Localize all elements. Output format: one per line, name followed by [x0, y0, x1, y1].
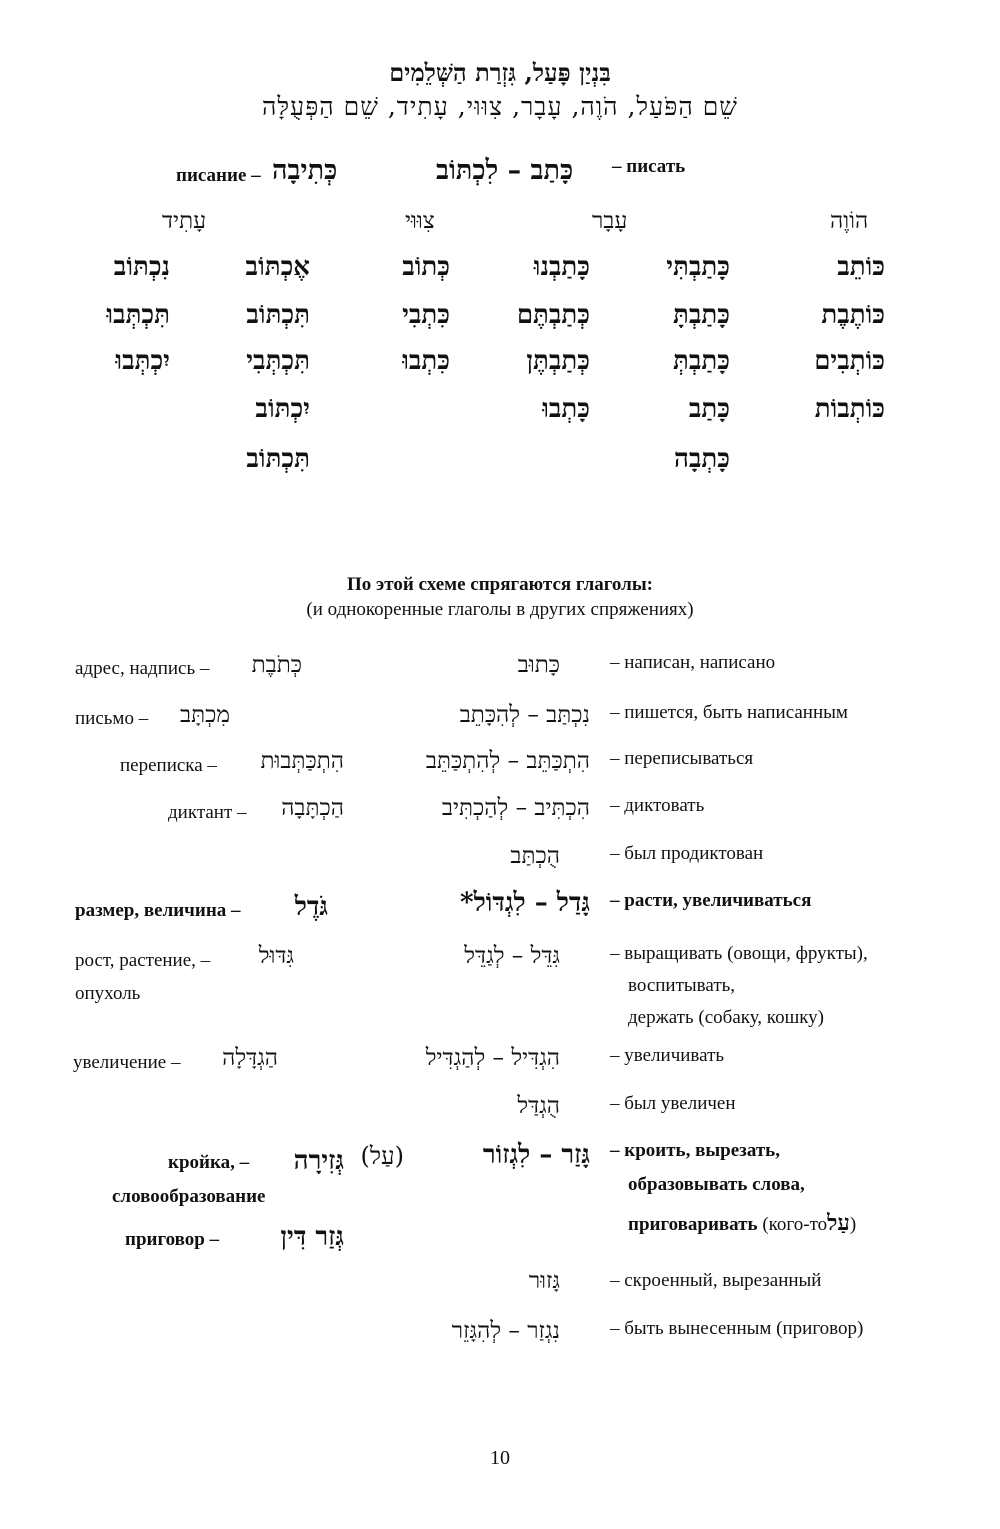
- past-form: כָּתַבְנוּ: [533, 252, 590, 282]
- row-translation: – был продиктован: [610, 843, 764, 864]
- row-hebrew-preposition: (עַל): [360, 1142, 404, 1170]
- row-translation: – расти, увеличиваться: [610, 890, 812, 911]
- row-hebrew-verb: הֻכְתַּב: [510, 843, 560, 869]
- row-hebrew-noun: גֹּדֶל: [294, 892, 328, 922]
- section-subtitle: (и однокоренные глаголы в других спряжениях): [306, 599, 694, 620]
- row-translation: – написан, написано: [610, 652, 776, 673]
- row-translation: – диктовать: [610, 795, 705, 816]
- tense-header-present: הוֹוֶה: [830, 208, 869, 234]
- row-hebrew-noun: כְּתֹבֶת: [251, 652, 302, 678]
- row-hebrew-verb: הִכְתִּיב – לְהַכְתִּיב: [441, 795, 590, 821]
- row-hebrew-verb: הֻגְדַּל: [517, 1093, 560, 1119]
- future-form: תִּכְתּוֹב: [246, 444, 310, 474]
- future-form: תִּכְתּוֹב: [246, 300, 310, 330]
- future-form: נִכְתּוֹב: [113, 252, 170, 282]
- row-hebrew-verb: גָּזַר – לִגְזוֹר: [482, 1140, 590, 1170]
- future-form: תִּכְתְּבִי: [246, 346, 310, 376]
- row-translation-cont: воспитывать,: [628, 975, 736, 996]
- section-title: По этой схеме спрягаются глаголы:: [347, 574, 653, 595]
- present-form: כּוֹתְבִים: [814, 346, 885, 376]
- row-translation: – скроенный, вырезанный: [610, 1270, 822, 1291]
- past-form: כָּתַב: [688, 394, 730, 424]
- row-hebrew-noun: גְּזַר דִּין: [280, 1222, 344, 1252]
- title-line-2: שֵׁם הַפֹּעַל, הֹוֶה, עָבָר, צִוּוּי, עָתִיד, שֵׁם הַפְּעֻלָּה: [261, 92, 739, 121]
- imperative-form: כִּתְבִי: [402, 300, 450, 330]
- past-form: כָּתַבְתִּי: [666, 252, 730, 282]
- row-translation-cont: держать (собаку, кошку): [628, 1007, 824, 1028]
- tense-header-past: עָבָר: [592, 208, 628, 234]
- row-hebrew-verb: נִגְזַר – לְהִגָּזֵר: [451, 1318, 560, 1344]
- row-hebrew-noun: מִכְתָּב: [180, 702, 230, 728]
- row-noun-translation: переписка –: [120, 755, 217, 776]
- imperative-form: כִּתְבוּ: [402, 346, 450, 376]
- future-form: יִכְתְּבוּ: [115, 346, 170, 376]
- row-hebrew-verb: הִגְדִּיל – לְהַגְדִּיל: [425, 1045, 560, 1071]
- row-hebrew-verb: נִכְתַּב – לְהִכָּתֵב: [459, 702, 590, 728]
- row-hebrew-verb: גָּזוּר: [528, 1268, 560, 1294]
- row-translation: – увеличивать: [610, 1045, 725, 1066]
- row-hebrew-noun: גִּדּוּל: [258, 943, 294, 969]
- tense-header-future: עָתִיד: [162, 208, 207, 234]
- row-hebrew-verb: גָּדַל – לִגְדּוֹל*: [459, 888, 590, 918]
- row-hebrew-verb: כָּתוּב: [517, 652, 560, 678]
- row-translation: – пишется, быть написанным: [610, 702, 848, 723]
- row-noun-translation-cont: словообразование: [112, 1186, 266, 1207]
- past-form: כְּתַבְתֶּן: [526, 346, 590, 376]
- verbal-noun-translation: писание –: [176, 165, 261, 186]
- row-translation: – был увеличен: [610, 1093, 736, 1114]
- row-noun-translation: рост, растение, –: [75, 950, 211, 971]
- past-form: כְּתַבְתֶּם: [516, 300, 590, 330]
- page-number: 10: [490, 1447, 510, 1469]
- future-form: אֶכְתּוֹב: [245, 252, 310, 282]
- imperative-form: כְּתוֹב: [402, 252, 450, 282]
- phrase-close: ): [849, 1214, 857, 1235]
- row-noun-translation: увеличение –: [73, 1052, 181, 1073]
- title-line-1: בִּנְיַן פָּעַל, גִּזְרַת הַשְּׁלֵמִים: [389, 58, 611, 87]
- present-form: כּוֹתֵב: [837, 252, 885, 282]
- row-translation: – кроить, вырезать,: [610, 1140, 780, 1161]
- row-noun-translation: адрес, надпись –: [75, 658, 210, 679]
- row-hebrew-verb: הִתְכַּתֵּב – לְהִתְכַּתֵּב: [425, 748, 590, 774]
- past-form: כָּתְבָה: [673, 444, 730, 474]
- row-translation: – переписываться: [610, 748, 754, 769]
- row-translation: – быть вынесенным (приговор): [610, 1318, 864, 1339]
- phrase-bold: приговаривать: [628, 1214, 758, 1235]
- row-translation: – выращивать (овощи, фрукты),: [610, 943, 868, 964]
- row-hebrew-noun: גְּזִירָה: [293, 1146, 344, 1176]
- row-noun-translation: диктант –: [168, 802, 247, 823]
- infinitive-hebrew: כָּתַב – לִכְתּוֹב: [436, 155, 574, 186]
- row-noun-translation-cont: опухоль: [75, 983, 141, 1004]
- phrase-preposition: עַל: [827, 1210, 850, 1236]
- row-translation-cont: [628, 1210, 856, 1236]
- phrase-paren: (кого-то: [762, 1214, 828, 1235]
- future-form: תִּכְתְּבוּ: [106, 300, 170, 330]
- row-noun-translation: кройка, –: [168, 1152, 250, 1173]
- page-title: [0, 58, 1000, 88]
- row-hebrew-verb: גִּדֵּל – לְגַדֵּל: [464, 943, 560, 969]
- row-hebrew-noun: הַכְתָּבָה: [281, 795, 344, 821]
- past-form: כָּתַבְתָּ: [673, 300, 730, 330]
- row-noun-translation: размер, величина –: [75, 900, 241, 921]
- past-form: כָּתְבוּ: [542, 394, 590, 424]
- row-noun-translation: письмо –: [75, 708, 149, 729]
- past-form: כָּתַבְתְּ: [673, 346, 730, 376]
- row-hebrew-noun: הִתְכַּתְּבוּת: [260, 748, 344, 774]
- verbal-noun-hebrew: כְּתִיבָה: [272, 155, 338, 186]
- infinitive-translation: – писать: [612, 156, 686, 177]
- present-form: כּוֹתֶבֶת: [821, 300, 885, 330]
- present-form: כּוֹתְבוֹת: [814, 394, 885, 424]
- future-form: יִכְתּוֹב: [255, 394, 310, 424]
- row-noun-translation: приговор –: [125, 1229, 220, 1250]
- tense-header-imperative: צִוּוּי: [405, 208, 435, 234]
- row-hebrew-noun: הַגְדָּלָה: [222, 1045, 278, 1071]
- row-translation-cont: образовывать слова,: [628, 1174, 805, 1195]
